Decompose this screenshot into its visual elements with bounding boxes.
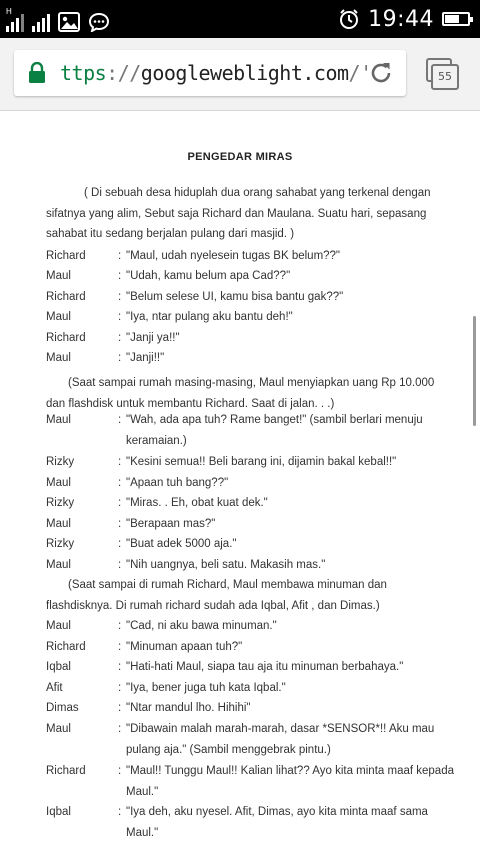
dialogue-line: "Dibawain malah marah-marah, dasar *SENSOR*!! Aku mau pulang aja." (Sambil menggebrak pintu.) <box>126 723 435 756</box>
dialogue-line: "Apaan tuh bang??" <box>126 477 229 489</box>
speaker-name: Afit <box>46 682 63 694</box>
narration-2-text: (Saat sampai rumah masing-masing, Maul menyiapkan uang Rp 10.000 dan flashdisk untuk membantu Richard. Saat di jalan. . .) <box>46 377 435 410</box>
address-bar[interactable] <box>14 50 406 96</box>
dialogue-line: "Berapaan mas?" <box>126 518 216 530</box>
battery-icon <box>442 12 470 26</box>
speaker-colon: : <box>118 352 122 364</box>
url-host: googleweblight.com <box>140 61 349 85</box>
chat-icon <box>88 12 110 32</box>
dialogue-line: "Wah, ada apa tuh? Rame banget!" (sambil berlari menuju keramaian.) <box>126 414 423 447</box>
speaker-name: Maul <box>46 311 71 323</box>
status-clock: 19:44 <box>368 6 434 32</box>
speaker-name: Maul <box>46 620 71 632</box>
intro-text: ( Di sebuah desa hiduplah dua orang sahabat yang terkenal dengan sifatnya yang alim, Sebut saja Richard dan Maulana. Suatu hari, sepasang sahabat itu sedang berjalan pulang dari masjid. ) <box>46 187 431 240</box>
speaker-colon: : <box>118 806 122 818</box>
speaker-name: Maul <box>46 723 71 735</box>
url-scheme: ttps <box>60 61 107 85</box>
dialogue-line: "Iya, ntar pulang aku bantu deh!" <box>126 311 293 323</box>
speaker-colon: : <box>118 661 122 673</box>
dialogue-line: "Udah, kamu belum apa Cad??" <box>126 270 291 282</box>
dialogue-line: "Hati-hati Maul, siapa tau aja itu minuman berbahaya." <box>126 661 404 673</box>
reload-icon[interactable] <box>368 60 394 86</box>
speaker-colon: : <box>118 497 122 509</box>
speaker-colon: : <box>118 559 122 571</box>
speaker-name: Maul <box>46 352 71 364</box>
status-left-icons <box>6 6 110 32</box>
speaker-name: Maul <box>46 477 71 489</box>
gallery-icon <box>58 12 80 32</box>
speaker-name: Rizky <box>46 538 75 550</box>
speaker-colon: : <box>118 270 122 282</box>
dialogue-line: "Minuman apaan tuh?" <box>126 641 243 653</box>
url-path: /' <box>348 61 372 85</box>
status-bar <box>0 0 480 38</box>
speaker-name: Maul <box>46 414 71 426</box>
dialogue-line: "Ntar mandul lho. Hihihi" <box>126 702 251 714</box>
speaker-colon: : <box>118 702 122 714</box>
web-page-content <box>0 111 480 854</box>
dialogue-line: "Nih uangnya, beli satu. Makasih mas." <box>126 559 326 571</box>
speaker-name: Rizky <box>46 497 75 509</box>
speaker-name: Rizky <box>46 456 75 468</box>
speaker-colon: : <box>118 518 122 530</box>
network-type-label: H <box>6 7 12 16</box>
alarm-icon <box>338 8 360 30</box>
speaker-colon: : <box>118 332 122 344</box>
speaker-name: Maul <box>46 559 71 571</box>
speaker-colon: : <box>118 620 122 632</box>
dialogue-line: "Janji ya!!" <box>126 332 180 344</box>
speaker-colon: : <box>118 477 122 489</box>
speaker-colon: : <box>118 641 122 653</box>
speaker-name: Iqbal <box>46 661 71 673</box>
speaker-name: Richard <box>46 250 86 262</box>
speaker-name: Richard <box>46 641 86 653</box>
speaker-name: Iqbal <box>46 806 71 818</box>
dialogue-line: "Iya deh, aku nyesel. Afit, Dimas, ayo kita minta maaf sama Maul." <box>126 806 428 839</box>
dialogue-line: "Iya, bener juga tuh kata Iqbal." <box>126 682 286 694</box>
narration-paragraph-3 <box>46 575 454 616</box>
speaker-colon: : <box>118 723 122 735</box>
dialogue-line: "Maul, udah nyelesein tugas BK belum??" <box>126 250 341 262</box>
speaker-name: Maul <box>46 270 71 282</box>
signal-h-icon <box>6 7 24 32</box>
url-separator: :// <box>106 61 141 85</box>
status-right-icons <box>338 6 470 32</box>
dialogue-line: "Miras. . Eh, obat kuat dek." <box>126 497 268 509</box>
speaker-colon: : <box>118 456 122 468</box>
speaker-colon: : <box>118 538 122 550</box>
narration-3-text: (Saat sampai di rumah Richard, Maul membawa minuman dan flashdisknya. Di rumah richard sudah ada Iqbal, Afit , dan Dimas.) <box>46 579 387 612</box>
speaker-colon: : <box>118 291 122 303</box>
intro-paragraph <box>46 183 454 245</box>
signal-bars-icon <box>32 10 50 32</box>
speaker-colon: : <box>118 682 122 694</box>
dialogue-line: "Cad, ni aku bawa minuman." <box>126 620 277 632</box>
tab-count: 55 <box>431 64 459 90</box>
speaker-colon: : <box>118 414 122 426</box>
speaker-name: Dimas <box>46 702 79 714</box>
lock-icon <box>28 62 46 84</box>
dialogue-line: "Belum selese UI, kamu bisa bantu gak??" <box>126 291 344 303</box>
speaker-name: Richard <box>46 291 86 303</box>
battery-level <box>445 15 459 23</box>
page-scrollbar[interactable] <box>473 316 476 426</box>
speaker-name: Richard <box>46 765 86 777</box>
document-title: PENGEDAR MIRAS <box>187 151 293 163</box>
dialogue-line: "Maul!! Tunggu Maul!! Kalian lihat?? Ayo kita minta maaf kepada Maul." <box>126 765 454 798</box>
dialogue-line: "Buat adek 5000 aja." <box>126 538 237 550</box>
narration-paragraph-2 <box>46 373 454 414</box>
url-text[interactable] <box>60 61 372 85</box>
browser-toolbar <box>0 38 480 111</box>
speaker-name: Richard <box>46 332 86 344</box>
speaker-name: Maul <box>46 518 71 530</box>
speaker-colon: : <box>118 250 122 262</box>
speaker-colon: : <box>118 765 122 777</box>
dialogue-line: "Janji!!" <box>126 352 165 364</box>
dialogue-line: "Kesini semua!! Beli barang ini, dijamin bakal kebal!!" <box>126 456 397 468</box>
tab-switcher-button[interactable] <box>426 58 460 90</box>
speaker-colon: : <box>118 311 122 323</box>
